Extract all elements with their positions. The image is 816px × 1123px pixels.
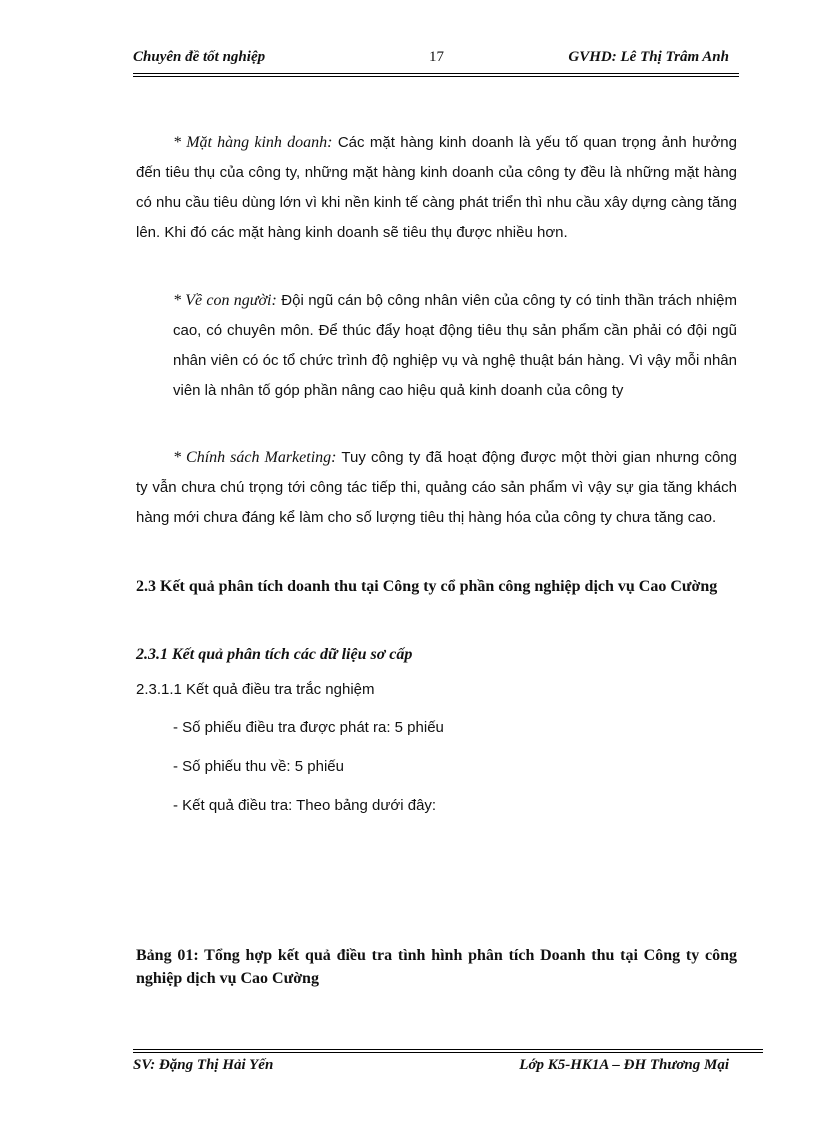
page-footer [133,1055,739,1079]
paragraph-products [136,128,737,248]
list-item: - Số phiếu thu về: 5 phiếu [173,758,344,775]
footer-student: SV: Đặng Thị Hải Yến [133,1057,274,1073]
page-number: 17 [429,49,444,65]
section-heading-2-3: 2.3 Kết quả phân tích doanh thu tại Công ty cổ phần công nghiệp dịch vụ Cao Cường [136,578,718,595]
paragraph-text: Đội ngũ cán bộ công nhân viên của công ty có tinh thần trách nhiệm cao, có chuyên môn. Để thúc đẩy hoạt động tiêu thụ sản phẩm cần phải có đội ngũ nhân viên có óc tổ chức trình độ nghiệp vụ và nghệ thuật bán hàng. Vì vậy mỗi nhân viên là nhân tố góp phần nâng cao hiệu quả kinh doanh của công ty [173,292,737,399]
paragraph-label: * Chính sách Marketing: [173,449,337,466]
paragraph-label: * Mặt hàng kinh doanh: [173,134,333,151]
list-item: - Số phiếu điều tra được phát ra: 5 phiếu [173,719,444,736]
paragraph-text: Các mặt hàng kinh doanh là yếu tố quan trọng ảnh hưởng đến tiêu thụ của công ty, những mặt hàng kinh doanh của công ty đều là những mặt hàng có nhu cầu tiêu dùng lớn vì khi nền kinh tế càng phát triển thì nhu cầu xây dựng càng tăng lên. Khi đó các mặt hàng kinh doanh sẽ tiêu thụ được nhiều hơn. [136,134,737,241]
section-heading-2-3-1: 2.3.1 Kết quả phân tích các dữ liệu sơ cấp [136,646,413,663]
paragraph-text: Tuy công ty đã hoạt động được một thời gian nhưng công ty vẫn chưa chú trọng tới công tác tiếp thi, quảng cáo sản phẩm vì vậy sự gia tăng khách hàng mới chưa đáng kể làm cho số lượng tiêu thị hàng hóa của công ty chưa tăng cao. [136,449,737,526]
section-heading-2-3-1-1: 2.3.1.1 Kết quả điều tra trắc nghiệm [136,681,375,698]
paragraph-people [173,286,737,406]
table-caption: Bảng 01: Tổng hợp kết quả điều tra tình hình phân tích Doanh thu tại Công ty công nghiệp dịch vụ Cao Cường [136,947,737,987]
list-item: - Kết quả điều tra: Theo bảng dưới đây: [173,797,437,814]
footer-class: Lớp K5-HK1A – ĐH Thương Mại [519,1057,729,1073]
footer-rule [133,1049,763,1050]
header-document-title: Chuyên đề tốt nghiệp [133,49,266,65]
page-header [133,47,739,71]
header-supervisor: GVHD: Lê Thị Trâm Anh [568,49,729,65]
footer-rule-double [133,1052,763,1053]
paragraph-marketing [136,443,737,533]
header-rule [133,73,739,74]
paragraph-label: * Về con người: [173,292,277,309]
header-rule-double [133,76,739,77]
